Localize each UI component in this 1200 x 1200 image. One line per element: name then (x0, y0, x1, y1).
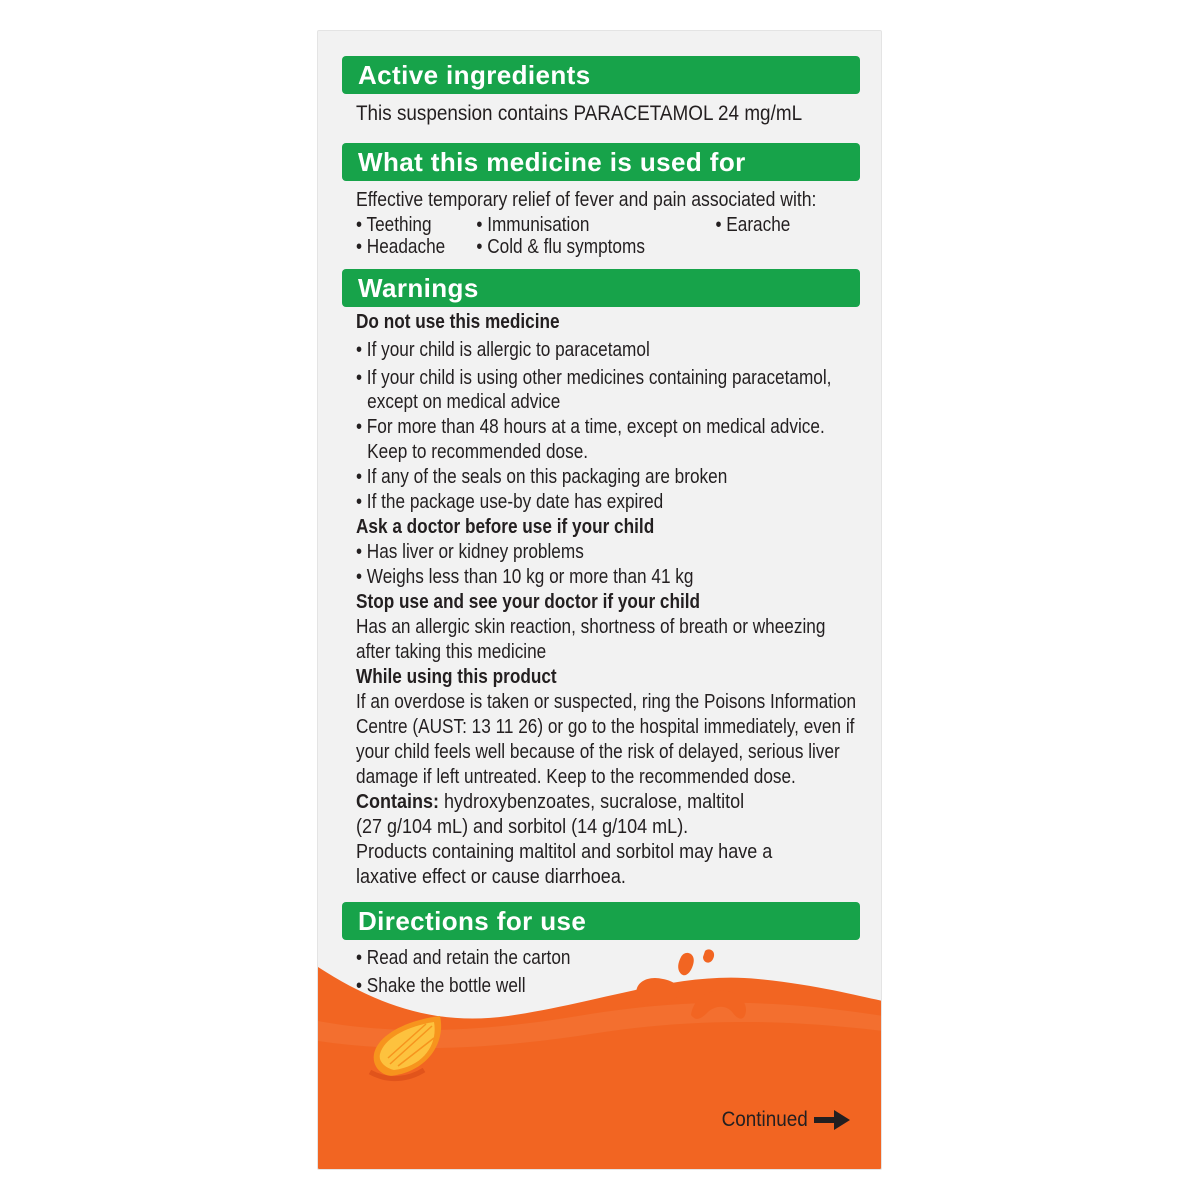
orange-splash-icon (633, 949, 753, 1027)
warning-item: • If any of the seals on this packaging are broken (356, 466, 728, 488)
active-ingredients-text (356, 101, 852, 126)
contains-line: Products containing maltitol and sorbitol may have a (356, 841, 773, 863)
while-using-title: While using this product (356, 666, 557, 688)
warnings-heading: Warnings (342, 269, 860, 307)
contains-text: hydroxybenzoates, sucralose, maltitol (438, 791, 745, 813)
active-ingredients-line: This suspension contains PARACETAMOL 24 mg/mL (356, 102, 803, 125)
warning-item-cont: Keep to recommended dose. (367, 441, 589, 463)
active-ingredients-heading: Active ingredients (342, 56, 860, 94)
do-not-use-title: Do not use this medicine (356, 311, 560, 333)
continued-indicator (712, 1108, 850, 1132)
while-using-line: damage if left untreated. Keep to the recommended dose. (356, 766, 796, 788)
ask-doctor-title: Ask a doctor before use if your child (356, 516, 655, 538)
directions-item: • Read and retain the carton (356, 947, 571, 969)
used-for-intro: Effective temporary relief of fever and pain associated with: (356, 189, 817, 211)
while-using-line: your child feels well because of the risk of delayed, serious liver (356, 741, 840, 763)
contains-line: (27 g/104 mL) and sorbitol (14 g/104 mL). (356, 816, 689, 838)
used-for-item: • Earache (715, 214, 791, 236)
continued-label: Continued (721, 1108, 808, 1131)
directions-item: • Shake the bottle well (356, 975, 526, 997)
orange-slice-icon (368, 1014, 448, 1084)
carton-panel (317, 30, 882, 1170)
warning-item: • For more than 48 hours at a time, except on medical advice. (356, 416, 825, 438)
right-arrow-icon (814, 1110, 850, 1130)
used-for-item: • Cold & flu symptoms (476, 236, 645, 258)
while-using-line: Centre (AUST: 13 11 26) or go to the hospital immediately, even if (356, 716, 855, 738)
contains-line (356, 790, 744, 815)
while-using-line: If an overdose is taken or suspected, ring the Poisons Information (356, 691, 857, 713)
contains-label: Contains: (356, 791, 439, 813)
used-for-item: • Immunisation (476, 214, 590, 236)
used-for-item: • Teething (356, 214, 432, 236)
ask-doctor-item: • Has liver or kidney problems (356, 541, 584, 563)
stop-use-line: after taking this medicine (356, 641, 547, 663)
directions-heading: Directions for use (342, 902, 860, 940)
used-for-item: • Headache (356, 236, 446, 258)
ask-doctor-item: • Weighs less than 10 kg or more than 41 kg (356, 566, 694, 588)
warning-item: • If your child is using other medicines containing paracetamol, (356, 367, 832, 389)
warning-item-cont: except on medical advice (367, 391, 561, 413)
warning-item: • If the package use-by date has expired (356, 491, 664, 513)
contains-line: laxative effect or cause diarrhoea. (356, 866, 626, 888)
warning-item: • If your child is allergic to paracetamol (356, 339, 650, 361)
used-for-heading: What this medicine is used for (342, 143, 860, 181)
stop-use-line: Has an allergic skin reaction, shortness of breath or wheezing (356, 616, 826, 638)
stop-use-title: Stop use and see your doctor if your child (356, 591, 701, 613)
